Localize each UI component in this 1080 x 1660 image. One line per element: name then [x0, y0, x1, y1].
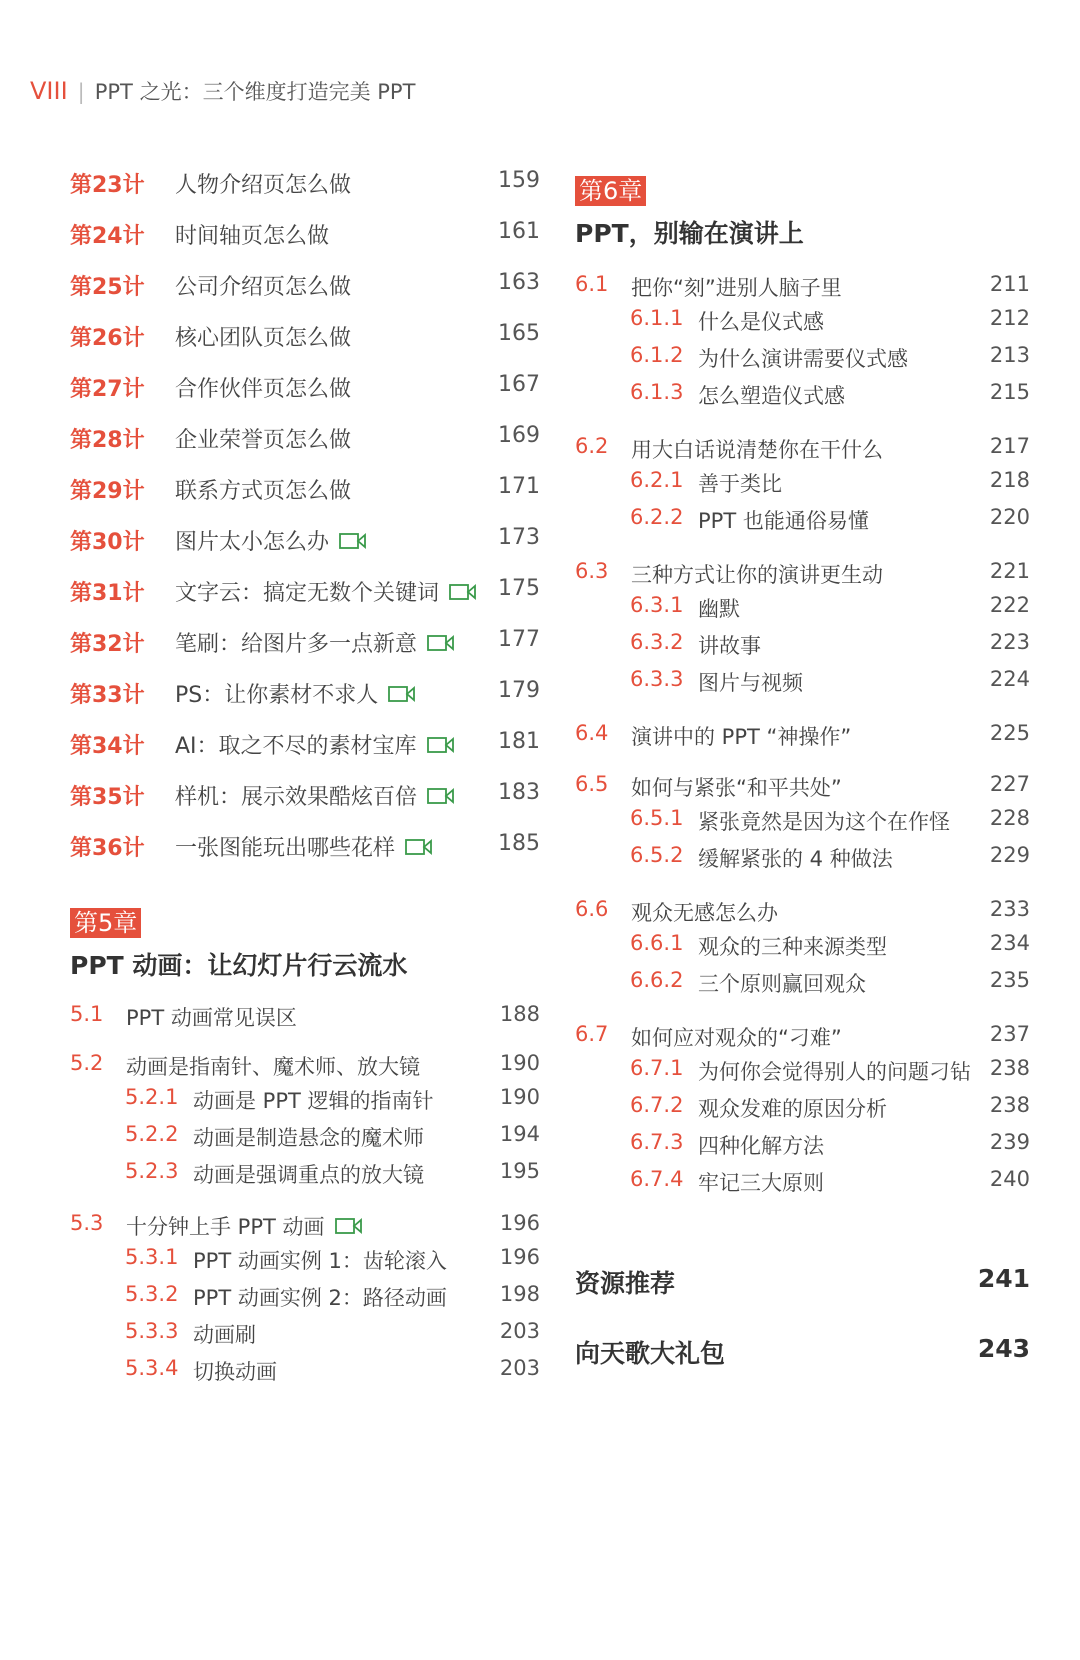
section-gap [70, 1196, 540, 1211]
trick-entry [70, 627, 540, 678]
trick-entry [70, 372, 540, 423]
trick-number: 第34计 [70, 734, 145, 759]
trick-number: 第25计 [70, 275, 145, 300]
page-ref: 185 [498, 831, 540, 856]
trick-number: 第30计 [70, 530, 145, 555]
page-ref: 238 [989, 1093, 1030, 1117]
subsection-entry [575, 931, 1030, 968]
section-entry [70, 1211, 540, 1245]
subsection-entry [575, 667, 1030, 704]
back-matter-title: 资源推荐 [575, 1269, 676, 1298]
section-number: 5.2 [70, 1051, 104, 1075]
page-ref: 171 [498, 474, 540, 499]
subsection-title: 观众的三种来源类型 [698, 935, 887, 959]
trick-title: 图片太小怎么办 [175, 525, 367, 556]
page-ref: 240 [989, 1167, 1030, 1191]
trick-title: 公司介绍页怎么做 [175, 275, 352, 300]
section-number: 5.3 [70, 1211, 104, 1235]
page-ref: 179 [498, 678, 540, 703]
subsection-number: 6.1.1 [630, 306, 684, 330]
trick-number: 第24计 [70, 224, 145, 249]
trick-number: 第35计 [70, 785, 145, 810]
page-ref: 212 [989, 306, 1030, 330]
page-ref: 218 [989, 468, 1030, 492]
toc-left-column [70, 168, 540, 1393]
section-title: 把你“刻”进别人脑子里 [631, 276, 842, 300]
page-ref: 163 [498, 270, 540, 295]
subsection-number: 5.3.4 [125, 1356, 179, 1380]
video-icon [449, 583, 477, 601]
toc-right-column [575, 176, 1030, 1404]
video-icon [339, 532, 367, 550]
section-title: 演讲中的 PPT “神操作” [631, 725, 852, 749]
page-ref: 175 [498, 576, 540, 601]
section-entry [70, 1002, 540, 1036]
section-title: 如何与紧张“和平共处” [631, 776, 842, 800]
section-number: 6.7 [575, 1022, 609, 1046]
page-ref: 237 [989, 1022, 1030, 1046]
section-title: 用大白话说清楚你在干什么 [631, 438, 883, 462]
trick-title: 笔刷：给图片多一点新意 [175, 627, 455, 658]
subsection-title: 动画刷 [193, 1323, 256, 1347]
page-ref: 228 [989, 806, 1030, 830]
page-ref: 198 [499, 1282, 540, 1306]
page-ref: 220 [989, 505, 1030, 529]
page-ref: 194 [499, 1122, 540, 1146]
subsection-entry [575, 380, 1030, 417]
video-icon [427, 736, 455, 754]
subsection-title: PPT 动画实例 1：齿轮滚入 [193, 1249, 447, 1273]
subsection-number: 5.2.3 [125, 1159, 179, 1183]
subsection-number: 5.3.3 [125, 1319, 179, 1343]
section-entry [575, 434, 1030, 468]
header-separator: | [77, 80, 85, 104]
page-header [30, 76, 415, 106]
trick-number: 第27计 [70, 377, 145, 402]
page-ref: 221 [989, 559, 1030, 583]
page-ref: 222 [989, 593, 1030, 617]
subsection-title: 善于类比 [698, 472, 782, 496]
subsection-title: PPT 也能通俗易懂 [698, 509, 869, 533]
subsection-entry [575, 806, 1030, 843]
section-number: 6.1 [575, 272, 609, 296]
trick-entry [70, 729, 540, 780]
subsection-title: 动画是制造悬念的魔术师 [193, 1126, 424, 1150]
page-ref: 203 [499, 1319, 540, 1343]
page-ref: 235 [989, 968, 1030, 992]
subsection-title: 幽默 [698, 597, 740, 621]
subsection-title: 什么是仪式感 [698, 310, 824, 334]
page-ref: 196 [499, 1211, 540, 1235]
book-title: PPT 之光：三个维度打造完美 PPT [94, 80, 416, 104]
subsection-number: 6.3.3 [630, 667, 684, 691]
trick-number: 第28计 [70, 428, 145, 453]
page-ref: 177 [498, 627, 540, 652]
page-ref: 183 [498, 780, 540, 805]
subsection-number: 5.2.1 [125, 1085, 179, 1109]
trick-number: 第23计 [70, 173, 145, 198]
trick-entry [70, 678, 540, 729]
trick-number: 第29计 [70, 479, 145, 504]
subsection-number: 6.5.1 [630, 806, 684, 830]
subsection-title: 为何你会觉得别人的问题刁钻 [698, 1060, 971, 1084]
subsection-number: 6.7.2 [630, 1093, 684, 1117]
page-ref: 243 [977, 1334, 1030, 1363]
trick-number: 第36计 [70, 836, 145, 861]
section-title: 动画是指南针、魔术师、放大镜 [126, 1055, 420, 1079]
page-ref: 229 [989, 843, 1030, 867]
trick-title: 人物介绍页怎么做 [175, 173, 352, 198]
subsection-entry [575, 593, 1030, 630]
page-ref: 173 [498, 525, 540, 550]
subsection-entry [575, 843, 1030, 880]
page-ref: 227 [989, 772, 1030, 796]
section-entry [575, 721, 1030, 755]
trick-title: 一张图能玩出哪些花样 [175, 831, 433, 862]
section-entry [575, 559, 1030, 593]
subsection-title: 紧张竟然是因为这个在作怪 [698, 810, 950, 834]
subsection-entry [70, 1159, 540, 1196]
subsection-number: 6.1.2 [630, 343, 684, 367]
page-ref: 169 [498, 423, 540, 448]
page-ref: 181 [498, 729, 540, 754]
subsection-number: 5.2.2 [125, 1122, 179, 1146]
subsection-title: 讲故事 [698, 634, 761, 658]
subsection-number: 6.2.2 [630, 505, 684, 529]
subsection-title: 切换动画 [193, 1360, 277, 1384]
trick-entry [70, 474, 540, 525]
subsection-entry [575, 1130, 1030, 1167]
page-number: VIII [30, 77, 68, 105]
trick-number: 第31计 [70, 581, 145, 606]
section-gap [575, 417, 1030, 434]
subsection-title: 动画是强调重点的放大镜 [193, 1163, 424, 1187]
page-ref: 167 [498, 372, 540, 397]
section-entry [575, 272, 1030, 306]
page-ref: 161 [498, 219, 540, 244]
trick-title: 时间轴页怎么做 [175, 224, 330, 249]
subsection-entry [575, 343, 1030, 380]
page-ref: 217 [989, 434, 1030, 458]
section-number: 6.5 [575, 772, 609, 796]
section-number: 5.1 [70, 1002, 104, 1026]
page-ref: 188 [499, 1002, 540, 1026]
subsection-entry [70, 1282, 540, 1319]
subsection-number: 6.1.3 [630, 380, 684, 404]
section-title: 观众无感怎么办 [631, 901, 778, 925]
trick-entry [70, 168, 540, 219]
subsection-number: 6.6.2 [630, 968, 684, 992]
section-entry [575, 897, 1030, 931]
trick-number: 第26计 [70, 326, 145, 351]
section-title: 如何应对观众的“刁难” [631, 1026, 842, 1050]
subsection-number: 6.3.1 [630, 593, 684, 617]
subsection-number: 6.7.1 [630, 1056, 684, 1080]
trick-title: 联系方式页怎么做 [175, 479, 352, 504]
page-ref: 223 [989, 630, 1030, 654]
subsection-title: 动画是 PPT 逻辑的指南针 [193, 1089, 434, 1113]
page-ref: 241 [977, 1264, 1030, 1293]
trick-number: 第33计 [70, 683, 145, 708]
subsection-title: 观众发难的原因分析 [698, 1097, 887, 1121]
page-ref: 190 [499, 1051, 540, 1075]
trick-entry [70, 831, 540, 882]
trick-title: 企业荣誉页怎么做 [175, 428, 352, 453]
section-title: PPT 动画常见误区 [126, 1006, 297, 1030]
subsection-entry [70, 1085, 540, 1122]
subsection-number: 5.3.2 [125, 1282, 179, 1306]
trick-entry [70, 780, 540, 831]
page-ref: 190 [499, 1085, 540, 1109]
section-number: 6.3 [575, 559, 609, 583]
subsection-entry [575, 630, 1030, 667]
subsection-entry [575, 1167, 1030, 1204]
subsection-title: PPT 动画实例 2：路径动画 [193, 1286, 447, 1310]
page-ref: 165 [498, 321, 540, 346]
section-entry [575, 772, 1030, 806]
trick-entry [70, 576, 540, 627]
subsection-entry [575, 1093, 1030, 1130]
trick-title: PS：让你素材不求人 [175, 678, 416, 709]
trick-entry [70, 219, 540, 270]
subsection-number: 6.3.2 [630, 630, 684, 654]
page-ref: 195 [499, 1159, 540, 1183]
subsection-number: 5.3.1 [125, 1245, 179, 1269]
page-ref: 196 [499, 1245, 540, 1269]
page-ref: 203 [499, 1356, 540, 1380]
section-gap [575, 1005, 1030, 1022]
page-ref: 225 [989, 721, 1030, 745]
section-gap [70, 1036, 540, 1051]
section-number: 6.6 [575, 897, 609, 921]
subsection-entry [70, 1319, 540, 1356]
subsection-number: 6.5.2 [630, 843, 684, 867]
subsection-number: 6.7.3 [630, 1130, 684, 1154]
video-icon [335, 1217, 363, 1235]
trick-entry [70, 525, 540, 576]
video-icon [427, 787, 455, 805]
page-ref: 159 [498, 168, 540, 193]
trick-list [70, 168, 540, 882]
subsection-title: 怎么塑造仪式感 [698, 384, 845, 408]
subsection-title: 图片与视频 [698, 671, 803, 695]
section-gap [575, 880, 1030, 897]
subsection-entry [575, 1056, 1030, 1093]
page-ref: 238 [989, 1056, 1030, 1080]
trick-entry [70, 270, 540, 321]
section-number: 6.4 [575, 721, 609, 745]
trick-number: 第32计 [70, 632, 145, 657]
back-matter-title: 向天歌大礼包 [575, 1339, 726, 1368]
trick-title: 文字云：搞定无数个关键词 [175, 576, 477, 607]
subsection-title: 缓解紧张的 4 种做法 [698, 847, 893, 871]
video-icon [388, 685, 416, 703]
chapter-title: PPT，别输在演讲上 [575, 219, 804, 248]
chapter-5 [70, 908, 540, 1393]
section-gap [575, 755, 1030, 772]
video-icon [427, 634, 455, 652]
section-title: 十分钟上手 PPT 动画 [126, 1211, 363, 1241]
section-gap [575, 542, 1030, 559]
trick-title: 合作伙伴页怎么做 [175, 377, 352, 402]
subsection-entry [70, 1245, 540, 1282]
section-entry [575, 1022, 1030, 1056]
page-ref: 213 [989, 343, 1030, 367]
back-matter [575, 1264, 1030, 1404]
subsection-number: 6.2.1 [630, 468, 684, 492]
chapter-6-sections [575, 272, 1030, 1204]
page-ref: 239 [989, 1130, 1030, 1154]
chapter-title: PPT 动画：让幻灯片行云流水 [70, 951, 408, 980]
trick-title: 样机：展示效果酷炫百倍 [175, 780, 455, 811]
page-ref: 215 [989, 380, 1030, 404]
subsection-entry [70, 1122, 540, 1159]
page-ref: 211 [989, 272, 1030, 296]
subsection-title: 三个原则赢回观众 [698, 972, 866, 996]
subsection-entry [575, 468, 1030, 505]
chapter-5-sections [70, 1002, 540, 1393]
subsection-title: 四种化解方法 [698, 1134, 824, 1158]
trick-entry [70, 321, 540, 372]
page-ref: 233 [989, 897, 1030, 921]
subsection-entry [575, 306, 1030, 343]
subsection-number: 6.6.1 [630, 931, 684, 955]
chapter-badge: 第5章 [70, 908, 141, 938]
back-matter-entry [575, 1334, 1030, 1404]
subsection-entry [575, 505, 1030, 542]
back-matter-entry [575, 1264, 1030, 1334]
trick-entry [70, 423, 540, 474]
video-icon [405, 838, 433, 856]
section-number: 6.2 [575, 434, 609, 458]
chapter-badge: 第6章 [575, 176, 646, 206]
page-ref: 224 [989, 667, 1030, 691]
subsection-number: 6.7.4 [630, 1167, 684, 1191]
section-title: 三种方式让你的演讲更生动 [631, 563, 883, 587]
trick-title: 核心团队页怎么做 [175, 326, 352, 351]
subsection-entry [70, 1356, 540, 1393]
subsection-title: 为什么演讲需要仪式感 [698, 347, 908, 371]
subsection-title: 牢记三大原则 [698, 1171, 824, 1195]
page-ref: 234 [989, 931, 1030, 955]
trick-title: AI：取之不尽的素材宝库 [175, 729, 455, 760]
section-gap [575, 704, 1030, 721]
subsection-entry [575, 968, 1030, 1005]
section-entry [70, 1051, 540, 1085]
